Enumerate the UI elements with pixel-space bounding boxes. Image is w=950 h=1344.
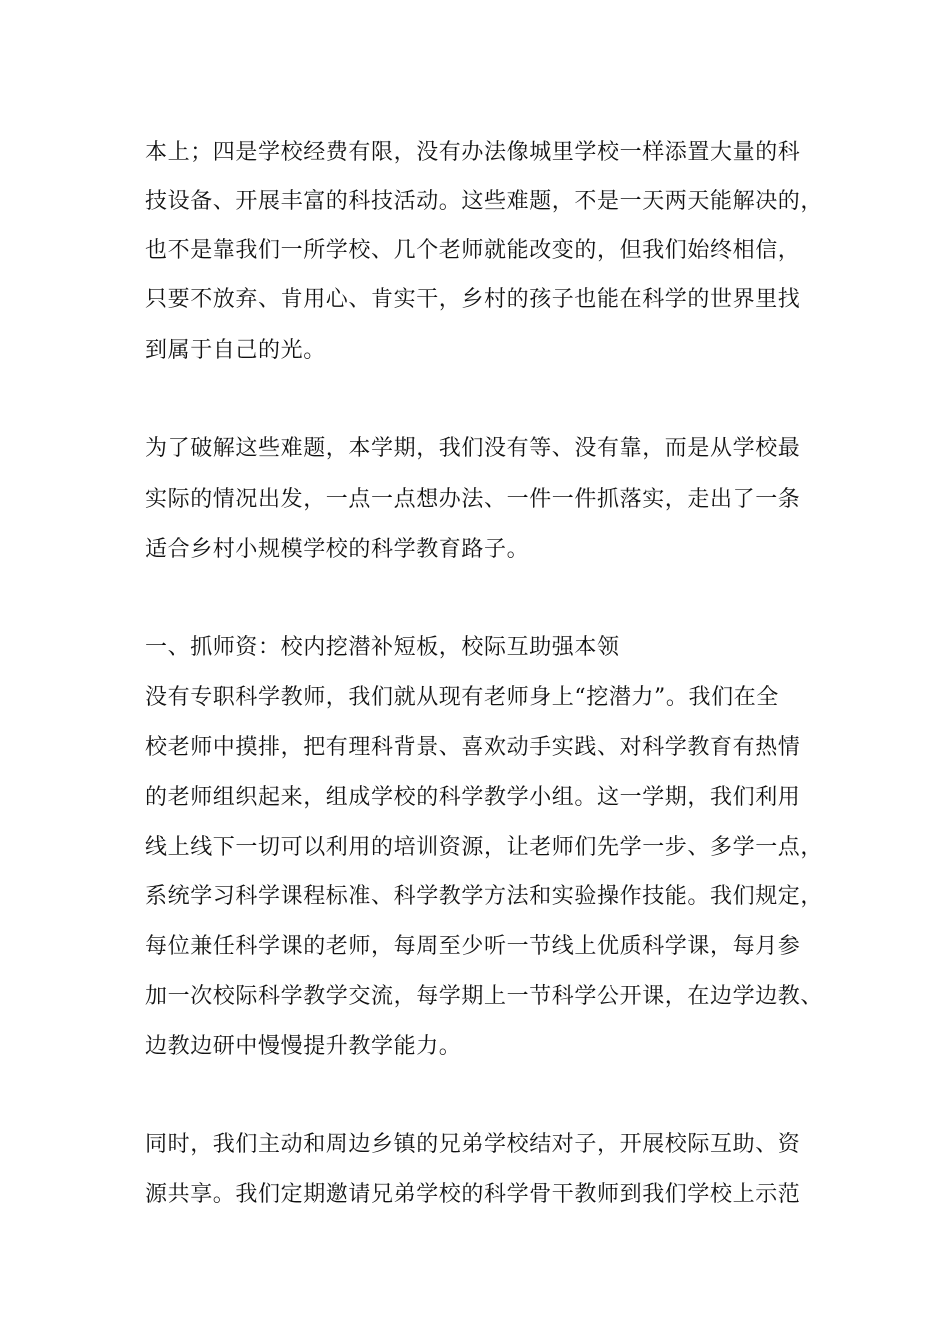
paragraph-line: 到属于自己的光。	[145, 338, 326, 363]
paragraph-line: 也不是靠我们一所学校、几个老师就能改变的，但我们始终相信，	[145, 238, 801, 263]
paragraph-line: 实际的情况出发，一点一点想办法、一件一件抓落实，走出了一条	[145, 487, 801, 512]
paragraph-line: 边教边研中慢慢提升教学能力。	[145, 1034, 462, 1059]
paragraph-line: 线上线下一切可以利用的培训资源，让老师们先学一步、多学一点，	[145, 835, 824, 860]
paragraph-line: 只要不放弃、肯用心、肯实干，乡村的孩子也能在科学的世界里找	[145, 287, 801, 312]
paragraph-line: 加一次校际科学教学交流，每学期上一节科学公开课，在边学边教、	[145, 984, 824, 1009]
section-heading: 一、抓师资：校内挖潜补短板，校际互助强本领	[145, 635, 620, 660]
paragraph-line: 校老师中摸排，把有理科背景、喜欢动手实践、对科学教育有热情	[145, 735, 801, 760]
paragraph-line: 源共享。我们定期邀请兄弟学校的科学骨干教师到我们学校上示范	[145, 1182, 801, 1207]
paragraph-line: 系统学习科学课程标准、科学教学方法和实验操作技能。我们规定，	[145, 884, 824, 909]
paragraph-line: 为了破解这些难题，本学期，我们没有等、没有靠，而是从学校最	[145, 436, 801, 461]
paragraph-line: 本上；四是学校经费有限，没有办法像城里学校一样添置大量的科	[145, 140, 801, 165]
paragraph-line: 适合乡村小规模学校的科学教育路子。	[145, 537, 530, 562]
paragraph-line: 每位兼任科学课的老师，每周至少听一节线上优质科学课，每月参	[145, 934, 801, 959]
paragraph-line: 没有专职科学教师，我们就从现有老师身上“挖潜力”。我们在全	[145, 685, 779, 710]
paragraph-line: 同时，我们主动和周边乡镇的兄弟学校结对子，开展校际互助、资	[145, 1132, 801, 1157]
paragraph-line: 技设备、开展丰富的科技活动。这些难题，不是一天两天能解决的，	[145, 189, 824, 214]
paragraph-line: 的老师组织起来，组成学校的科学教学小组。这一学期，我们利用	[145, 785, 801, 810]
